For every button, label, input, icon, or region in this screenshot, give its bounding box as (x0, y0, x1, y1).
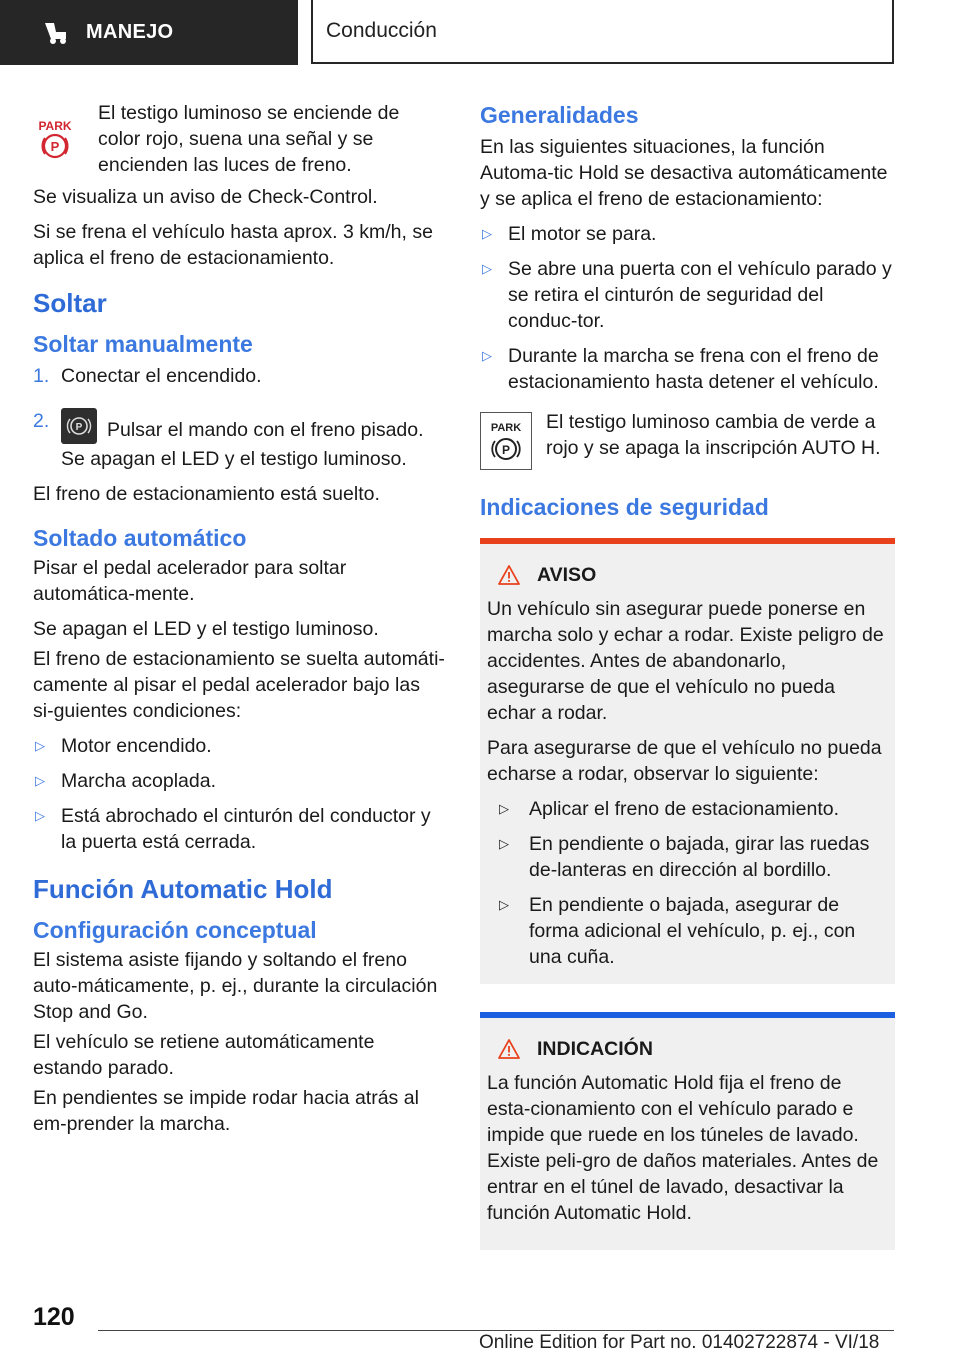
parking-brake-button-icon (61, 408, 97, 444)
edition-text: Online Edition for Part no. 01402722874 - VI/18 (479, 1332, 880, 1353)
svg-text:P: P (75, 422, 83, 433)
page-number: 120 (33, 1303, 75, 1331)
svg-text:PARK: PARK (38, 119, 72, 133)
list-item (487, 796, 887, 822)
step-text: Conectar el encendido. (61, 365, 262, 387)
step-number: 1. (33, 365, 50, 387)
paragraph: El freno de estacionamiento está suelto. (33, 483, 380, 505)
paragraph: En pendientes se impide rodar hacia atrás al em‐prender la marcha. (33, 1087, 419, 1135)
heading-funcion-automatic-hold: Función Automatic Hold (33, 874, 333, 904)
list-item (480, 343, 895, 395)
list-item (33, 398, 445, 444)
svg-text:P: P (501, 443, 511, 457)
park-red-indicator-row (33, 100, 445, 178)
svg-text:P: P (50, 139, 60, 154)
bullet-triangle-icon: ▷ (482, 261, 492, 276)
step-subtext: Se apagan el LED y el testigo luminoso. (61, 448, 407, 470)
paragraph: Se apagan el LED y el testigo luminoso. (33, 618, 379, 640)
paragraph: El sistema asiste fijando y soltando el freno auto‐máticamente, p. ej., durante la circulación Stop and Go. (33, 949, 438, 1023)
bullet-text: Aplicar el freno de estacionamiento. (529, 798, 840, 820)
heading-generalidades: Generalidades (480, 102, 639, 128)
bullet-triangle-icon: ▷ (499, 897, 509, 912)
note-paragraph: La función Automatic Hold fija el freno de esta‐cionamiento con el vehículo parado e impide que ruede en los túneles de lavado. Existe peli‐gro de daños materiales. Antes de entrar en el túnel de lavado, desactivar la función Automatic Hold. (487, 1072, 879, 1224)
bullet-text: En pendiente o bajada, asegurar de forma adicional el vehículo, p. ej., con una cuña. (529, 894, 856, 968)
section-tab-label: MANEJO (86, 21, 174, 43)
warning-paragraph: Un vehículo sin asegurar puede ponerse en marcha solo y echar a rodar. Existe peligro de accidentes. Antes de abandonarlo, asegurarse de que el vehículo no pueda echar a rodar. (487, 598, 884, 724)
bullet-text: El motor se para. (508, 223, 657, 245)
bullet-triangle-icon: ▷ (35, 738, 45, 753)
paragraph: El freno de estacionamiento se suelta automáti‐camente al pisar el pedal acelerador bajo las si‐guientes condiciones: (33, 648, 445, 722)
heading-soltar-manualmente: Soltar manualmente (33, 331, 253, 357)
heading-configuracion-conceptual: Configuración conceptual (33, 917, 317, 943)
heading-soltado-automatico: Soltado automático (33, 525, 247, 551)
bullet-text: Se abre una puerta con el vehículo parado y se retira el cinturón de seguridad del conduc‐tor. (508, 258, 892, 332)
park-red-text: El testigo luminoso se enciende de color rojo, suena una señal y se encienden las luces de freno. (98, 102, 400, 176)
paragraph: Si se frena el vehículo hasta aprox. 3 km/h, se aplica el freno de estacionamiento. (33, 221, 433, 269)
warning-triangle-icon (497, 1038, 521, 1060)
warning-title-text: AVISO (537, 564, 597, 586)
park-red-warning-icon (33, 114, 89, 174)
paragraph: Pisar el pedal acelerador para soltar automática‐mente. (33, 557, 347, 605)
list-item (480, 221, 895, 247)
bullet-triangle-icon: ▷ (499, 801, 509, 816)
bullet-triangle-icon: ▷ (35, 773, 45, 788)
car-icon (42, 21, 70, 45)
header-bar (0, 0, 960, 66)
footer-divider (98, 1330, 894, 1331)
list-item (33, 733, 445, 759)
bullet-text: Está abrochado el cinturón del conductor y la puerta está cerrada. (61, 805, 431, 853)
svg-text:PARK: PARK (490, 422, 522, 434)
paragraph: En las siguientes situaciones, la función Automa‐tic Hold se desactiva automáticamente y se aplica el freno de estacionamiento: (480, 136, 888, 210)
chapter-tab-label: Conducción (326, 19, 437, 42)
bullet-text: Marcha acoplada. (61, 770, 217, 792)
list-item (487, 831, 887, 883)
section-tab-manejo[interactable] (0, 0, 298, 65)
list-item (33, 363, 445, 389)
warning-box (480, 538, 895, 984)
bullet-triangle-icon: ▷ (35, 808, 45, 823)
bullet-text: Motor encendido. (61, 735, 212, 757)
list-item (33, 803, 445, 855)
bullet-text: Durante la marcha se frena con el freno de estacionamiento hasta detener el vehículo. (508, 345, 879, 393)
note-box (480, 1012, 895, 1250)
bullet-triangle-icon: ▷ (482, 348, 492, 363)
step-number: 2. (33, 410, 50, 432)
step-text: Pulsar el mando con el freno pisado. (107, 419, 424, 441)
list-item (33, 768, 445, 794)
list-item (480, 256, 895, 334)
park-indicator-icon (480, 412, 532, 470)
warning-title (487, 562, 887, 588)
note-title-text: INDICACIÓN (537, 1038, 653, 1060)
park-indicator-text: El testigo luminoso cambia de verde a rojo y se apaga la inscripción AUTO H. (546, 411, 881, 459)
left-column (33, 100, 445, 1137)
right-column (480, 100, 895, 1250)
paragraph: El vehículo se retiene automáticamente estando parado. (33, 1031, 375, 1079)
heading-soltar: Soltar (33, 288, 107, 318)
bullet-triangle-icon: ▷ (499, 836, 509, 851)
bullet-text: En pendiente o bajada, girar las ruedas de‐lanteras en dirección al bordillo. (529, 833, 870, 881)
note-title (487, 1036, 887, 1062)
list-item (487, 892, 887, 970)
warning-paragraph: Para asegurarse de que el vehículo no pueda echarse a rodar, observar lo siguiente: (487, 737, 882, 785)
chapter-tab-conduccion[interactable] (311, 0, 894, 64)
paragraph: Se visualiza un aviso de Check-Control. (33, 186, 378, 208)
heading-indicaciones-seguridad: Indicaciones de seguridad (480, 494, 769, 520)
warning-triangle-icon (497, 564, 521, 586)
bullet-triangle-icon: ▷ (482, 226, 492, 241)
park-indicator-row (480, 409, 895, 470)
